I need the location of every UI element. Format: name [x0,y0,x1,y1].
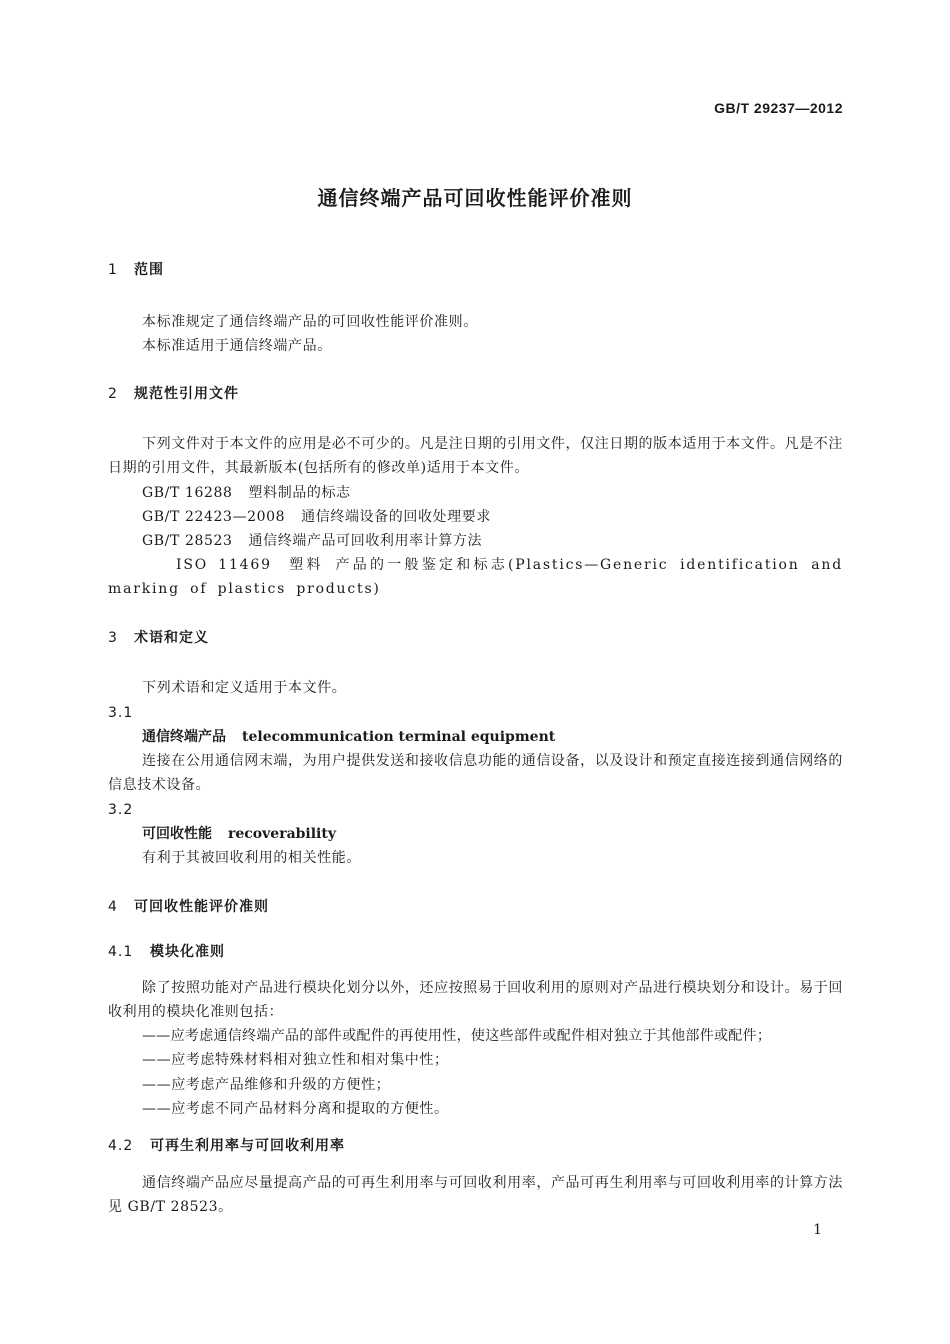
subsection-4-2-heading [108,1134,843,1158]
list-item: ——应考虑特殊材料相对独立性和相对集中性； [142,1052,449,1068]
page-number: 1 [813,1222,822,1238]
paragraph: 下列文件对于本文件的应用是必不可少的。凡是注日期的引用文件，仅注日期的版本适用于本文件。凡是不注日期的引用文件，其最新版本(包括所有的修改单)适用于本文件。 [108,436,843,476]
paragraph: 通信终端产品应尽量提高产品的可再生利用率与可回收利用率，产品可再生利用率与可回收利用率的计算方法见 GB/T 28523。 [108,1175,843,1215]
term-definition: 连接在公用通信网末端，为用户提供发送和接收信息功能的通信设备，以及设计和预定直接连接到通信网络的信息技术设备。 [108,753,843,793]
reference-code: GB/T 22423—2008 [142,509,286,525]
paragraph: 本标准适用于通信终端产品。 [142,338,332,354]
term-english: recoverability [228,826,336,842]
subsection-title: 可再生利用率与可回收利用率 [150,1138,345,1154]
reference-item [108,553,843,601]
term-english: telecommunication terminal equipment [242,729,556,745]
paragraph: 下列术语和定义适用于本文件。 [142,680,347,696]
section-title: 术语和定义 [134,630,209,646]
term-chinese: 可回收性能 [142,826,212,842]
reference-item [142,505,843,529]
reference-code: GB/T 16288 [142,485,233,501]
term-number: 3.1 [108,705,134,721]
paragraph: 本标准规定了通信终端产品的可回收性能评价准则。 [142,314,478,330]
reference-code: GB/T 28523 [142,533,233,549]
section-3-heading [108,626,843,650]
term-chinese: 通信终端产品 [142,729,226,745]
section-1-heading [108,258,843,282]
section-2-heading [108,382,843,406]
section-title: 规范性引用文件 [134,386,239,402]
term-definition: 有利于其被回收利用的相关性能。 [142,850,361,866]
subsection-4-1-heading [108,940,843,964]
subsection-number: 4.1 [108,944,134,960]
term-number: 3.2 [108,802,134,818]
subsection-number: 4.2 [108,1138,134,1154]
section-title: 范围 [134,262,164,278]
reference-title: 通信终端设备的回收处理要求 [301,509,491,525]
list-item: ——应考虑不同产品材料分离和提取的方便性。 [142,1101,449,1117]
subsection-title: 模块化准则 [150,944,225,960]
term-entry [142,725,877,749]
reference-item [142,481,843,505]
section-4-heading [108,895,843,919]
list-item: ——应考虑通信终端产品的部件或配件的再使用性，使这些部件或配件相对独立于其他部件或配件； [142,1028,772,1044]
reference-title: 塑料 产品的一般鉴定和标志(Plastics—Generic identification and marking of plastics products) [108,557,843,597]
section-number: 3 [108,630,118,646]
reference-title: 塑料制品的标志 [248,485,351,501]
reference-item [142,529,843,553]
term-entry [142,822,877,846]
section-number: 2 [108,386,118,402]
paragraph: 除了按照功能对产品进行模块化划分以外，还应按照易于回收利用的原则对产品进行模块划分和设计。易于回收利用的模块化准则包括： [108,980,843,1020]
standard-code: GB/T 29237—2012 [714,100,843,116]
section-number: 4 [108,899,118,915]
section-number: 1 [108,262,118,278]
section-title: 可回收性能评价准则 [134,899,269,915]
reference-code: ISO 11469 [176,557,272,573]
document-title: 通信终端产品可回收性能评价准则 [317,186,633,210]
list-item: ——应考虑产品维修和升级的方便性； [142,1077,391,1093]
reference-title: 通信终端产品可回收利用率计算方法 [248,533,483,549]
